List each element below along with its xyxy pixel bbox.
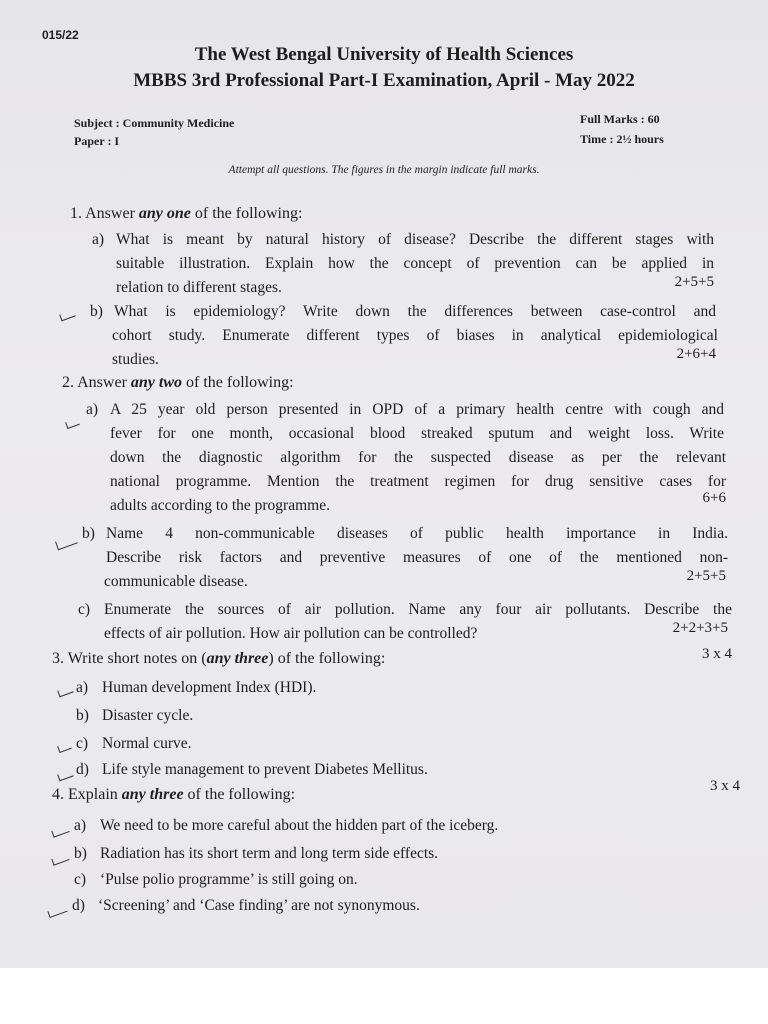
question-text: of the following:: [194, 205, 303, 222]
paper-line: Paper : I: [74, 134, 120, 148]
q1a-label: a): [92, 231, 105, 248]
tick-mark: [57, 770, 73, 782]
full-marks: Full Marks : 60: [580, 112, 660, 126]
q3a-label: a): [76, 679, 89, 696]
q3a-text: Human development Index (HDI).: [102, 679, 317, 696]
q2a-line-1: A 25 year old person presented in OPD of a primary health centre with cough and: [110, 401, 724, 418]
q4b-text: Radiation has its short term and long term side effects.: [100, 845, 439, 862]
q1a-line-1: What is meant by natural history of disease? Describe the different stages with: [116, 231, 714, 248]
q2c-line-1: Enumerate the sources of air pollution. Name any four air pollutants. Describe the: [104, 601, 732, 618]
q1b-line-1: What is epidemiology? Write down the differences between case-control and: [114, 303, 716, 320]
paper-code: 015/22: [42, 28, 79, 42]
tick-mark: [51, 825, 69, 837]
q1b-marks: 2+6+4: [676, 346, 716, 362]
tick-mark: [65, 418, 80, 429]
question-emphasis: any three: [206, 650, 269, 667]
q3b-text: Disaster cycle.: [102, 707, 194, 724]
question-emphasis: any three: [121, 786, 184, 803]
q4a-text: We need to be more careful about the hidden part of the iceberg.: [100, 817, 499, 834]
university-title: The West Bengal University of Health Sciences: [194, 44, 574, 65]
question-number: 4.: [52, 786, 64, 803]
question-emphasis: any one: [138, 205, 191, 222]
q1a-line-2: suitable illustration. Explain how the concept of prevention can be applied in: [116, 255, 714, 272]
question-number: 2.: [62, 374, 74, 391]
question-emphasis: any two: [130, 374, 183, 391]
q1b-label: b): [90, 303, 103, 320]
tick-mark: [51, 853, 69, 865]
q4c-label: c): [74, 871, 87, 888]
q2b-marks: 2+5+5: [686, 568, 726, 584]
q2b-line-3: communicable disease.: [104, 573, 248, 590]
q1a-line-3: relation to different stages.: [116, 279, 282, 296]
q1b-line-2: cohort study. Enumerate different types of biases in analytical epidemiological: [112, 327, 718, 344]
q3c-label: c): [76, 735, 89, 752]
question-text: Answer: [85, 205, 135, 222]
question-text: of the following:: [186, 374, 294, 391]
q2a-line-5: adults according to the programme.: [110, 497, 330, 514]
q4d-label: d): [72, 897, 85, 914]
tick-mark: [57, 742, 72, 753]
q2a-line-4: national programme. Mention the treatment regimen for drug sensitive cases for: [110, 473, 726, 490]
q4d-text: ‘Screening’ and ‘Case finding’ are not synonymous.: [98, 897, 420, 914]
q4a-label: a): [74, 817, 87, 834]
question-number: 3.: [52, 650, 64, 667]
q2b-label: b): [82, 525, 95, 542]
q3c-text: Normal curve.: [102, 735, 192, 752]
q4b-label: b): [74, 845, 87, 862]
q2a-line-3: down the diagnostic algorithm for the suspected disease as per the relevant: [110, 449, 726, 466]
subject-line: Subject : Community Medicine: [74, 116, 235, 130]
tick-mark: [47, 905, 67, 918]
q4c-text: ‘Pulse polio programme’ is still going on.: [100, 871, 358, 888]
question-1-heading: [70, 205, 302, 223]
exam-title: MBBS 3rd Professional Part-I Examination, April - May 2022: [133, 70, 635, 91]
q3d-label: d): [76, 761, 89, 778]
question-2-heading: [62, 374, 294, 392]
tick-mark: [57, 686, 73, 698]
question-text: of the following:: [187, 786, 296, 803]
q3-marks: 3 x 4: [702, 646, 732, 662]
q2a-line-2: fever for one month, occasional blood streaked sputum and weight loss. Write: [110, 425, 724, 442]
q2b-line-1: Name 4 non-communicable diseases of public health importance in India.: [106, 525, 728, 542]
q2c-marks: 2+2+3+5: [672, 620, 728, 636]
q2a-marks: 6+6: [702, 490, 726, 506]
instruction-line: Attempt all questions. The figures in the margin indicate full marks.: [228, 164, 540, 176]
q3d-text: Life style management to prevent Diabetes Mellitus.: [102, 761, 428, 778]
q3b-label: b): [76, 707, 89, 724]
q4-marks: 3 x 4: [710, 778, 740, 794]
q1a-marks: 2+5+5: [674, 274, 714, 290]
tick-mark: [55, 535, 78, 551]
question-text: ) of the following:: [268, 650, 386, 667]
question-text: Explain: [68, 786, 118, 803]
tick-mark: [59, 310, 75, 322]
q2c-label: c): [78, 601, 91, 618]
time-line: Time : 2½ hours: [580, 132, 664, 146]
question-text: Answer: [77, 374, 127, 391]
q2b-line-2: Describe risk factors and preventive measures of one of the mentioned non-: [106, 549, 728, 566]
question-4-heading: [52, 786, 295, 804]
question-3-heading: [52, 650, 385, 668]
question-text: Write short notes on (: [67, 650, 207, 667]
q2a-label: a): [86, 401, 99, 418]
q2c-line-2: effects of air pollution. How air pollution can be controlled?: [104, 625, 478, 642]
question-number: 1.: [70, 205, 82, 222]
q1b-line-3: studies.: [112, 351, 159, 368]
